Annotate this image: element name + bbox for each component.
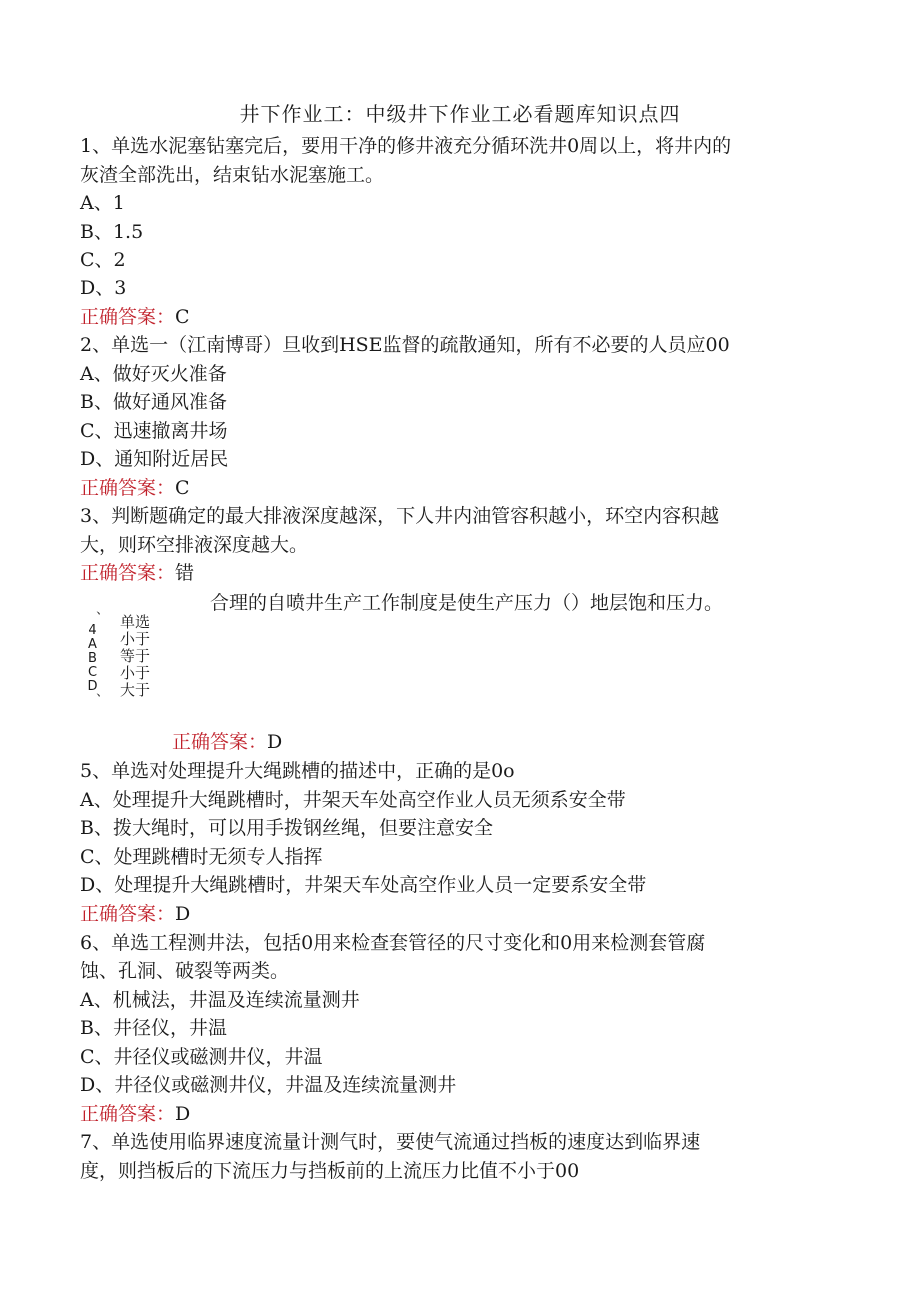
question-5-option-a: A、处理提升大绳跳槽时，井架天车处高空作业人员无须系安全带 [80, 789, 626, 811]
question-1-stem-line2: 灰渣全部洗出，结束钻水泥塞施工。 [80, 164, 385, 186]
answer-value: D [267, 731, 283, 753]
question-4-answer [172, 728, 282, 756]
answer-label: 正确答案： [80, 306, 176, 328]
answer-label: 正确答案： [172, 731, 268, 753]
question-5-option-c: C、处理跳槽时无须专人指挥 [80, 846, 323, 868]
answer-value: C [175, 306, 190, 328]
question-1-option-a: A、1 [80, 192, 125, 214]
question-6-option-d: D、井径仪或磁测井仪，井温及连续流量测井 [80, 1074, 457, 1096]
question-7-stem-line2: 度，则挡板后的下流压力与挡板前的上流压力比值不小于00 [80, 1160, 580, 1182]
document-title: 井下作业工：中级井下作业工必看题库知识点四 [239, 102, 681, 126]
question-4-vertical-labels: 、4ABCD、 [85, 611, 100, 705]
question-6-option-a: A、机械法，井温及连续流量测井 [80, 989, 360, 1011]
question-6-stem-line1: 6、单选工程测井法，包括0用来检查套管径的尺寸变化和0用来检测套管腐 [80, 932, 706, 954]
question-3-stem-line2: 大，则环空排液深度越大。 [80, 534, 309, 556]
answer-value: 错 [175, 562, 195, 584]
question-5-option-d: D、处理提升大绳跳槽时，井架天车处高空作业人员一定要系安全带 [80, 874, 647, 896]
question-1-option-c: C、2 [80, 249, 126, 271]
answer-value: D [175, 1103, 191, 1125]
answer-label: 正确答案： [80, 562, 176, 584]
question-6-answer [80, 1100, 190, 1128]
question-2-option-d: D、通知附近居民 [80, 448, 229, 470]
question-4-option-c: 小于 [120, 664, 151, 682]
question-1-stem-line1: 1、单选水泥塞钻塞完后，要用干净的修井液充分循环洗井0周以上，将井内的 [80, 135, 732, 157]
question-4-option-d: 大于 [120, 681, 151, 699]
question-5-stem: 5、单选对处理提升大绳跳槽的描述中，正确的是0o [80, 760, 515, 782]
answer-label: 正确答案： [80, 903, 176, 925]
question-1-option-d: D、3 [80, 277, 127, 299]
question-2-stem: 2、单选一（江南博哥）旦收到HSE监督的疏散通知，所有不必要的人员应00 [80, 334, 730, 356]
question-4-stem: 合理的自喷井生产工作制度是使生产压力（）地层饱和压力。 [210, 592, 724, 614]
question-1-answer [80, 303, 190, 331]
question-7-stem-line1: 7、单选使用临界速度流量计测气时，要使气流通过挡板的速度达到临界速 [80, 1131, 701, 1153]
question-2-option-a: A、做好灭火准备 [80, 363, 227, 385]
answer-value: C [175, 477, 190, 499]
question-3-answer [80, 559, 194, 587]
question-1-option-b: B、1.5 [80, 221, 144, 243]
question-4-option-a: 小于 [120, 630, 151, 648]
question-4-option-b: 等于 [120, 647, 151, 665]
question-6-option-c: C、井径仪或磁测井仪，井温 [80, 1046, 323, 1068]
question-5-option-b: B、拨大绳时，可以用手拨钢丝绳，但要注意安全 [80, 817, 493, 839]
answer-value: D [175, 903, 191, 925]
question-2-answer [80, 474, 190, 502]
question-2-option-c: C、迅速撤离井场 [80, 420, 228, 442]
question-6-option-b: B、井径仪，井温 [80, 1017, 227, 1039]
answer-label: 正确答案： [80, 477, 176, 499]
question-4-type: 单选 [120, 613, 151, 631]
question-2-option-b: B、做好通风准备 [80, 391, 227, 413]
question-6-stem-line2: 蚀、孔洞、破裂等两类。 [80, 960, 290, 982]
question-5-answer [80, 900, 190, 928]
answer-label: 正确答案： [80, 1103, 176, 1125]
question-4-options [120, 614, 150, 699]
question-3-stem-line1: 3、判断题确定的最大排液深度越深，下人井内油管容积越小，环空内容积越 [80, 505, 720, 527]
